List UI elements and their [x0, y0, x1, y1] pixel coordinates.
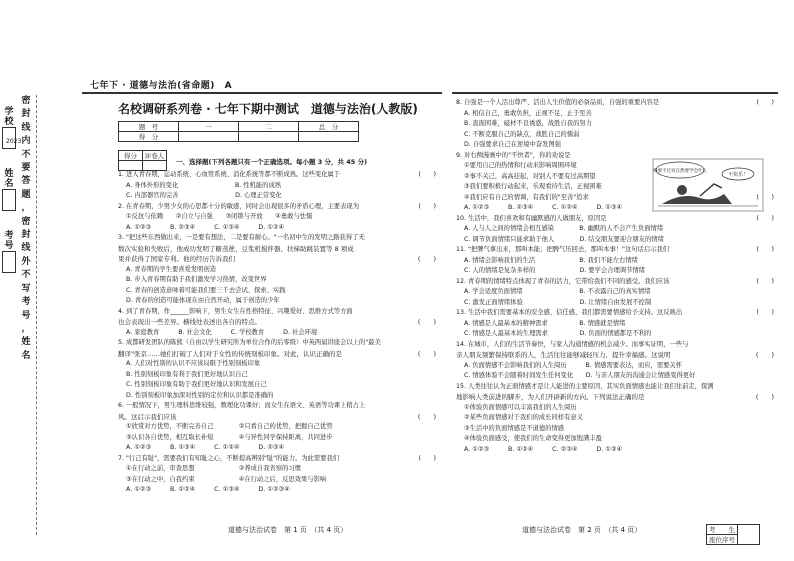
line-text: ②事不关己，高高挂起，对别人不要有过高期望 [464, 172, 596, 180]
line-text: B. 性别刻板印象有利于我们更好地认识自己 [126, 370, 248, 378]
line-text: A. 情感是人最基本的精神需求 B. 情感就是情绪 [464, 319, 626, 327]
section-score-label: 得分 [119, 151, 143, 161]
line-text: C. 内部器官的完善 D. 心理正常变化 [126, 192, 282, 199]
line-text: B. 步入青春期有助于我们激发学习热情，改变世界 [126, 276, 267, 283]
line-text: ①要用自己的热情和行动来影响周围环境 [464, 162, 577, 169]
section-grader-label: 评卷人 [143, 151, 167, 161]
line-text: ④我们应有自己的情调，有我们的"至善"追求 [464, 193, 589, 201]
left-question-column [118, 170, 440, 496]
answer-options [118, 181, 440, 192]
question-stem [456, 382, 778, 393]
answer-bracket[interactable]: ( ) [756, 99, 774, 106]
line-text: A. 青春期的学生要喜爱发明创造 [126, 265, 217, 273]
answer-options [456, 109, 778, 120]
exam-title: 名校调研系列卷 · 七年下期中测试 道德与法治(人教版) [118, 102, 418, 116]
binding-label-name: 姓名 [4, 169, 14, 189]
seat-number-field[interactable] [738, 525, 760, 545]
line-text: 9. 对右侧漫画中的"不快者"，你的劝说是 [456, 151, 571, 159]
answer-options [118, 296, 440, 307]
line-text: A. ①②③ B. ②③④ C. ①②④ D. ①③④ [464, 204, 623, 211]
score-header-cell: 总 分 [299, 122, 359, 132]
score-header-cell: 题 号 [119, 122, 179, 132]
question-text [456, 392, 778, 403]
answer-options [456, 329, 778, 340]
line-text: A. 学会适度负面情绪 B. 不表露自己的真实情绪 [464, 288, 651, 295]
answer-options [456, 298, 778, 309]
cartoon-head [677, 185, 687, 195]
answer-bracket[interactable]: ( ) [756, 246, 774, 253]
answer-options [118, 422, 440, 433]
line-text: 3. "把这些东西做出来，一是要有想法，二是要有耐心。"一名初中生的发明之路获得了无 [118, 234, 365, 241]
running-title [90, 78, 232, 91]
line-text: 2. 在青春期，少男少女的心思都十分的敏感，同时会出现很多的矛盾心理，主要表现为 [118, 202, 359, 210]
bubble-left-text: 哦要不过说自然要学会什么 [653, 169, 707, 174]
seal-char: 封 [21, 109, 31, 120]
line-text: 14. 在城市，人们的生活节奏快，与家人沟通情感的机会减少。而事实证明，一些与 [456, 340, 689, 348]
answer-options [118, 485, 440, 496]
line-text: C. 性别刻板印象有助于我们更好地认识和发展自己 [126, 381, 267, 388]
line-text: ①欣赏对方优势，不断完善自己 ②只看自己的优势，把握自己优势 [126, 423, 333, 430]
question-stem [118, 307, 440, 318]
line-text: B. 直面困难，磁材不良诱惑，战胜自我的努力 [464, 120, 592, 127]
footer-page-right: 道德与法治试卷 第 2 页 （共 4 页） [522, 526, 642, 534]
seal-dash-line [36, 95, 37, 535]
line-text: 5. 成都研发团队的陈熊（自由以学生研究所为单位合作的后零级）中英两届讲座会以上的"最美 [118, 339, 381, 346]
line-text: 11. "把脾气拿出来，那叫本能；把脾气压回去，那叫本事！"这句话启示我们 [456, 246, 670, 253]
answer-bracket[interactable]: ( ) [756, 277, 774, 285]
line-text: 也会表现出一些差异。横线处表述出各自的特点。 [118, 318, 261, 326]
seat-label-line2: 座位序号 [707, 535, 738, 545]
question-stem [456, 308, 778, 319]
bubble-right-text: 不快乐！ [727, 172, 749, 178]
line-text: 15. 人类往往认为正面情感才是让人能进的主要原因，其实负面情感也能让我们往前走，探测 [456, 382, 714, 390]
score-cell[interactable] [239, 132, 299, 142]
seal-char: 号 [21, 310, 31, 321]
question-stem [118, 202, 440, 213]
score-header-cell: 一 [179, 122, 239, 132]
line-text: 8. 自强是一个人活出尊严、活出人生价值的必备品质，自强的重要内容是 [456, 99, 660, 106]
answer-bracket[interactable]: ( ) [755, 393, 774, 401]
year-mark: 2023 [6, 138, 22, 145]
name-field[interactable] [2, 189, 16, 211]
answer-options [456, 371, 778, 382]
line-text: ③我们要积极行动起来，乐观看待生活，正视困难 [464, 183, 602, 190]
answer-options [456, 140, 778, 151]
question-text [118, 317, 440, 328]
question-stem [456, 245, 778, 256]
line-text: C. 不断克服自己的缺点，战胜自己的懦弱 [464, 130, 580, 138]
question-stem [118, 338, 440, 349]
footer-page-left: 道德与法治试卷 第 1 页 （共 4 页） [228, 526, 348, 534]
seal-char: 外 [21, 256, 31, 267]
seal-char: 答 [21, 176, 31, 187]
exam-number-field[interactable] [2, 251, 16, 273]
question-stem [456, 98, 778, 109]
line-text: A. 家庭教育 B. 社会文化 C. 学校教育 D. 社会环境 [126, 328, 318, 336]
cartoon-figure [662, 194, 732, 204]
question-text [118, 244, 440, 255]
line-text: 地影响人类前进的脚步，为人们开辟新的方向。下列说法正确的是 [456, 393, 645, 401]
answer-bracket[interactable]: ( ) [417, 255, 436, 263]
seat-number-box [706, 524, 760, 545]
header-rule-left [82, 92, 442, 94]
answer-options [118, 359, 440, 370]
line-text: A. ①②③ B. ①②④ C. ①③④ D. ①②③④ [126, 486, 290, 493]
answer-options [118, 443, 440, 454]
question-text [118, 349, 440, 360]
question-stem [456, 277, 778, 288]
answer-options [456, 413, 778, 424]
question-stem [118, 170, 440, 181]
line-text: 亲人朋友频繁保持联系的人，生活往往能够减轻压力，提升幸福感。这说明 [456, 351, 671, 359]
question-stem [118, 233, 440, 244]
answer-bracket[interactable]: ( ) [418, 454, 436, 462]
seal-char: 名 [21, 350, 31, 361]
line-text: 翻译"张京……她们打破了人们对于女性的传统刻板印象。对此，认识正确的是 [118, 349, 342, 358]
line-text: D. 自强要求自己在逆境中奋发图强 [464, 141, 562, 148]
answer-options [456, 445, 778, 456]
seal-char: 考 [21, 297, 31, 308]
answer-options [456, 319, 778, 330]
answer-options [118, 380, 440, 391]
seal-char: 封 [21, 230, 31, 241]
section-grader-cell[interactable] [143, 161, 167, 171]
question-text [118, 254, 440, 265]
binding-label-school: 学校 [4, 107, 14, 127]
question-stem [118, 454, 440, 465]
line-text: 4. 到了青春期，作______影响下，男生女生在性格特征、兴趣爱好、思维方式等方面 [118, 307, 353, 315]
score-cell[interactable] [179, 132, 239, 142]
line-text: A. 人们对性别的认识不应该局限于性别刻板印象 [126, 360, 261, 367]
answer-options [456, 119, 778, 130]
line-text: 1. 进入青春期，运动系统、心血管系统、消化系统等都不断成熟。这些变化属于 [118, 171, 341, 178]
line-text: ①在行动之前，审查思想 ②养成自我省察的习惯 [126, 465, 302, 472]
line-text: C. 激发正面情绪体验 D. 让情绪自由发展不控制 [464, 298, 652, 306]
line-text: A. 身体外形的变化 B. 性机能的成熟 [126, 181, 282, 189]
line-text: 12. 青春期的情绪特点体现了青春的活力，它带给我们不同的感受。我们应该 [456, 277, 670, 285]
section-grader-box [118, 150, 167, 171]
seal-char: ， [21, 203, 31, 214]
line-text: A. 负面情感不会影响我们的人生阅历 B. 情感需要表达，而应，需要关怀 [464, 361, 683, 369]
answer-options [456, 287, 778, 298]
line-text: D. 青春的创造可能体现在由自然开动，属于创造的少年 [126, 297, 280, 304]
answer-options [456, 224, 778, 235]
line-text: 果并获得了国家专利。他的经历告诉我们 [118, 255, 235, 263]
answer-options [118, 433, 440, 444]
answer-options [118, 223, 440, 234]
answer-options [456, 403, 778, 414]
seal-char: 姓 [21, 337, 31, 348]
line-text: C. 调节负面情绪只能求助于他人 D. 结交朋友要迎合朋友的情绪 [464, 235, 664, 243]
line-text: D. 性别刻板印象加深对性别的定位和认识都是准确的 [126, 391, 274, 399]
seal-char: 密 [21, 96, 31, 106]
line-text: A. ①②③ B. ①②④ C. ②③④ D. ①③④ [464, 445, 623, 453]
seal-char: 写 [21, 283, 31, 294]
answer-options [118, 265, 440, 276]
answer-options [118, 370, 440, 381]
running-title-text: 七年下 · 道德与法治(省命题) [90, 81, 215, 91]
score-header-cell: 二 [239, 122, 299, 132]
line-text: A. ①②③ B. ①③④ C. ①②④ D. ②③④ [126, 444, 285, 451]
answer-bracket[interactable]: ( ) [756, 193, 774, 201]
line-text: 7. "行己有耻"，需要我们有知耻之心，不断提高辨别"耻"的能力。为此需要我们 [118, 454, 340, 462]
seal-line-notice [20, 95, 32, 363]
line-text: ③认识各自优势，相互取长补短 ④与异性同学保持距离，共同进步 [126, 433, 333, 441]
line-text: ④体验负面感受，使我们的生命变得更加饱满丰盈 [464, 435, 602, 442]
cartoon-arm [700, 184, 722, 196]
answer-bracket[interactable]: ( ) [418, 202, 436, 210]
header-rule-right [452, 92, 778, 94]
answer-bracket[interactable]: ( ) [756, 309, 774, 316]
answer-options [456, 130, 778, 141]
answer-options [456, 266, 778, 277]
answer-options [118, 191, 440, 202]
line-text: 10. 生活中，我们喜欢和有幽默感的人做朋友，原因是 [456, 214, 607, 222]
line-text: ③生活中的负面情感是不道德的情感 [464, 424, 565, 432]
answer-options [456, 424, 778, 435]
binding-label-number: 考号 [4, 231, 14, 251]
seal-char: 不 [21, 270, 31, 281]
answer-bracket[interactable]: ( ) [417, 412, 436, 421]
question-stem [456, 214, 778, 225]
seal-char: 内 [21, 136, 31, 147]
answer-options [456, 235, 778, 246]
seal-char: ， [21, 323, 31, 334]
answer-options [456, 434, 778, 445]
line-text: A. 情绪会影响我们的生活 B. 我们不能左右情绪 [464, 256, 638, 264]
seal-char: 要 [21, 163, 31, 174]
answer-options [118, 275, 440, 286]
seal-char: 线 [21, 122, 31, 133]
line-text: 数次实验和失败后，他成功发明了糖蒸蔗、豆浆机搅拌器、扶梯助跳装置等 8 项成 [118, 244, 354, 253]
line-text: A. ①②③ B. ②③④ C. ①③④ D. ①②④ [126, 223, 285, 231]
score-table [118, 121, 359, 142]
line-text: ①体验负面情感可以丰富我们的人生阅历 [464, 403, 577, 411]
answer-options [118, 464, 440, 475]
answer-options [118, 328, 440, 339]
answer-bracket[interactable]: ( ) [417, 318, 436, 326]
seal-char: 题 [21, 189, 31, 200]
section-score-cell[interactable] [119, 161, 143, 171]
line-text: 13. 生活中我们需要基本的安全感、信任感，我们都需要情感给予支持。这反映出 [456, 309, 683, 316]
line-text: C. 情感是人最基本的生理需求 D. 负面的情感都是不利的 [464, 330, 652, 337]
line-text: ①反抗与依赖 ②自立与自强 ③闭锁与开放 ④勇敢与怯懦 [126, 213, 313, 220]
answer-options [456, 256, 778, 267]
seal-char: 不 [21, 149, 31, 160]
question-text [456, 350, 778, 361]
line-text: ③在行动之中，自我约束 ④在行动之后，反思效果与影响 [126, 475, 327, 483]
answer-options [118, 475, 440, 486]
answer-bracket[interactable]: ( ) [417, 349, 436, 358]
answer-bracket[interactable]: ( ) [756, 214, 774, 222]
line-text: C. 青春的创造意味着可能我们要三千去尝试、探索、实践 [126, 286, 286, 294]
answer-options [118, 391, 440, 402]
line-text: 6. 一般情况下，男生理科思维较强，数理化功课好；而女生在语文、英语等功课上稍占上 [118, 402, 366, 409]
line-text: A. 人与人之间的情绪会相互感染 B. 幽默的人不会产生负面情绪 [464, 225, 664, 232]
version-mark: A [224, 81, 233, 91]
answer-bracket[interactable]: ( ) [418, 171, 436, 178]
question-stem [118, 401, 440, 412]
line-text: ②某些负面情感对于我们的成长同样有意义 [464, 414, 583, 421]
seal-char: 密 [21, 216, 31, 227]
question-stem [456, 340, 778, 351]
seat-label-line1: 考 生 [707, 525, 738, 535]
line-text: C. 情感体验不会随着时间发生任何变化 D. 与亲人朋友的沟通会让情感变得更好 [464, 372, 696, 379]
line-text: C. 人的情绪是复杂多样的 D. 要学会合理调节情绪 [464, 267, 645, 274]
answer-bracket[interactable]: ( ) [755, 351, 774, 359]
answer-options [118, 286, 440, 297]
line-text: A. 相信自己，勇敢负担，正视不足，止于至善 [464, 109, 592, 117]
seal-char: 线 [21, 243, 31, 254]
answer-options [118, 212, 440, 223]
line-text: 风。这启示我们应该 [118, 412, 177, 421]
answer-options [456, 361, 778, 372]
cartoon-illustration [652, 158, 764, 212]
score-cell[interactable] [299, 132, 359, 142]
section-title: 一、选择题(下列各题只有一个正确选项。每小题 3 分，共 45 分) [176, 158, 368, 166]
score-label-cell: 得 分 [119, 132, 179, 142]
right-question-column [456, 98, 778, 455]
question-text [118, 412, 440, 423]
